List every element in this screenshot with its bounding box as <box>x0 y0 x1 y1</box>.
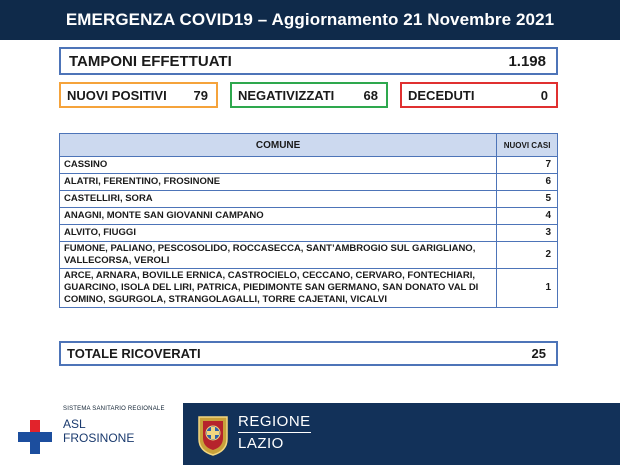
nuovi-positivi-box <box>59 82 218 108</box>
casi-cell: 3 <box>497 225 558 242</box>
table-row <box>60 174 558 191</box>
casi-cell: 6 <box>497 174 558 191</box>
column-header-nuovi-casi: NUOVI CASI <box>497 134 558 157</box>
table-row <box>60 157 558 174</box>
negativizzati-value: 68 <box>363 87 378 103</box>
totale-ricoverati-label: TOTALE RICOVERATI <box>67 346 201 361</box>
asl-name <box>63 417 134 445</box>
asl-frosinone-logo <box>0 398 190 465</box>
casi-cell: 7 <box>497 157 558 174</box>
tamponi-box <box>59 47 558 75</box>
medical-cross-icon <box>18 420 52 454</box>
lazio-text: LAZIO <box>238 435 284 452</box>
casi-cell: 2 <box>497 242 558 269</box>
table-row <box>60 191 558 208</box>
negativizzati-box <box>230 82 388 108</box>
negativizzati-label: NEGATIVIZZATI <box>238 87 335 103</box>
table-row <box>60 225 558 242</box>
table-row <box>60 269 558 308</box>
regione-lazio-emblem-icon <box>193 413 233 457</box>
asl-name-line2: FROSINONE <box>63 431 135 445</box>
comune-cell: ARCE, ARNARA, BOVILLE ERNICA, CASTROCIELO, CECCANO, CERVARO, FONTECHIARI, GUARCINO, ISOLA DEL LIRI, PATRICA, PIEDIMONTE SAN GERMANO, SAN DONATO VAL DI COMINO, SGURGOLA, STRANGOLAGALLI, TORRE CAJETANI, VICALVI <box>60 269 497 308</box>
table-row <box>60 242 558 269</box>
comune-cell: ANAGNI, MONTE SAN GIOVANNI CAMPANO <box>60 208 497 225</box>
comune-cell: FUMONE, PALIANO, PESCOSOLIDO, ROCCASECCA, SANT’AMBROGIO SUL GARIGLIANO, VALLECORSA, VEROLI <box>60 242 497 269</box>
comune-cell: CASTELLIRI, SORA <box>60 191 497 208</box>
totale-ricoverati-box <box>59 341 558 366</box>
asl-subtitle: SISTEMA SANITARIO REGIONALE <box>63 406 165 412</box>
comune-cell: ALATRI, FERENTINO, FROSINONE <box>60 174 497 191</box>
casi-cell: 4 <box>497 208 558 225</box>
comune-cell: CASSINO <box>60 157 497 174</box>
column-header-comune: COMUNE <box>60 134 497 157</box>
page-title: EMERGENZA COVID19 – Aggiornamento 21 Novembre 2021 <box>65 10 555 29</box>
tamponi-value: 1.198 <box>508 52 546 70</box>
deceduti-box <box>400 82 558 108</box>
casi-cell: 1 <box>497 269 558 308</box>
deceduti-label: DECEDUTI <box>408 87 475 103</box>
tamponi-label: TAMPONI EFFETTUATI <box>69 52 232 70</box>
table-header-row <box>60 134 558 157</box>
table-row <box>60 208 558 225</box>
casi-cell: 5 <box>497 191 558 208</box>
regione-lazio-logo <box>183 403 620 465</box>
page-title-banner <box>0 0 620 40</box>
regione-text: REGIONE <box>238 413 311 433</box>
nuovi-positivi-label: NUOVI POSITIVI <box>67 87 167 103</box>
regione-lazio-wordmark <box>238 413 311 453</box>
deceduti-value: 0 <box>540 87 548 103</box>
totale-ricoverati-value: 25 <box>531 346 546 361</box>
nuovi-positivi-value: 79 <box>193 87 208 103</box>
comune-cell: ALVITO, FIUGGI <box>60 225 497 242</box>
comuni-table <box>59 133 558 308</box>
asl-name-line1: ASL <box>63 417 86 431</box>
